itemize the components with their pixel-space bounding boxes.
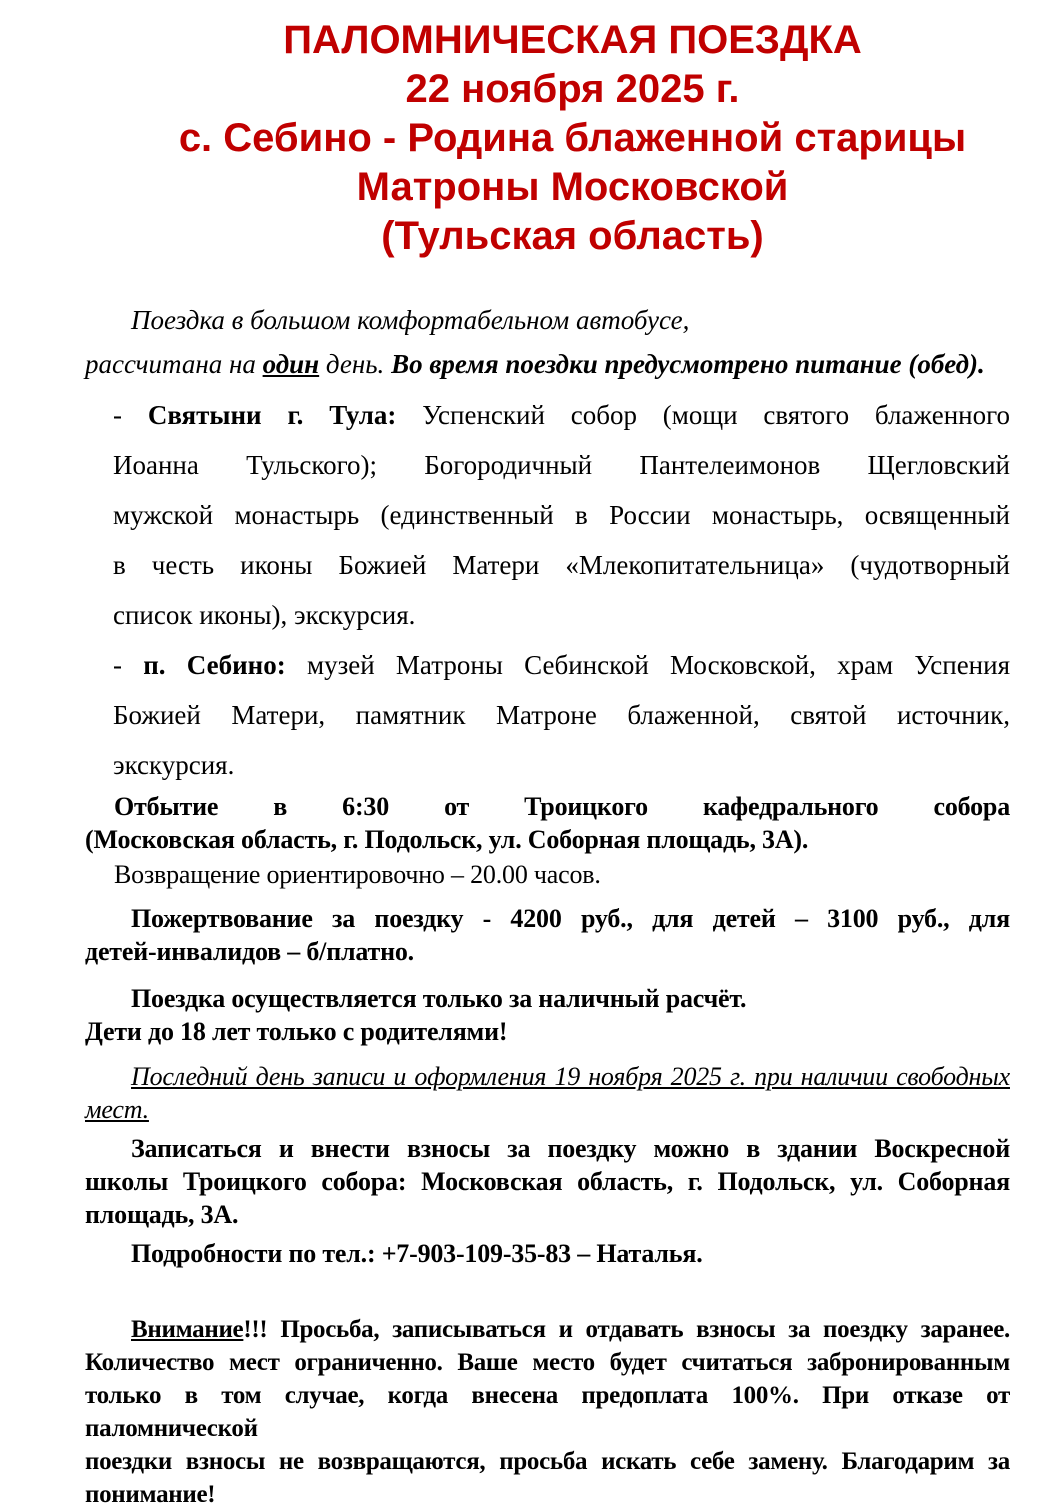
attention-underlined-word: Внимание (131, 1316, 244, 1343)
title-line-2: 22 ноября 2025 г. (405, 67, 740, 111)
bullet-tula-line-4: в честь иконы Божией Матери «Млекопитательница» (чудотворный (113, 550, 1010, 580)
title-line-1: ПАЛОМНИЧЕСКАЯ ПОЕЗДКА (283, 18, 862, 62)
intro-text-mid: день. (325, 349, 385, 379)
signup-line-1: Записаться и внести взносы за поездку можно в здании Воскресной (131, 1134, 1010, 1163)
deadline-line-1: Последний день записи и оформления 19 ноября 2025 г. при наличии свободных (131, 1062, 1010, 1091)
intro-paragraph (85, 298, 1010, 386)
attention-line-2: Количество мест ограниченно. Ваше место будет считаться забронированным (85, 1349, 1010, 1376)
signup-line-3: площадь, 3А. (85, 1200, 239, 1229)
intro-text-pre: рассчитана на (85, 349, 256, 379)
intro-meals-note: Во время поездки предусмотрено питание (обед). (391, 349, 985, 379)
bullet-sebino-paragraph (113, 640, 1010, 790)
departure-line-1: Отбытие в 6:30 от Троицкого кафедрального собора (114, 792, 1010, 821)
departure-line-2: (Московская область, г. Подольск, ул. Соборная площадь, 3А). (85, 825, 809, 854)
donation-line-2: детей-инвалидов – б/платно. (85, 937, 414, 966)
bullet-dash: - (113, 650, 122, 680)
bullet-tula-label: Святыни г. Тула: (147, 400, 397, 430)
cash-rules-paragraph (85, 982, 1010, 1048)
deadline-paragraph (85, 1060, 1010, 1126)
departure-paragraph (85, 790, 1010, 856)
bullet-tula-line-1 (113, 390, 1010, 440)
bullet-tula-line-5: список иконы), экскурсия. (113, 600, 416, 630)
intro-line-2 (85, 342, 1010, 386)
children-rule: Дети до 18 лет только с родителями! (85, 1017, 508, 1046)
title-line-4: Матроны Московской (356, 165, 789, 209)
signup-line-2: школы Троицкого собора: Московская область, г. Подольск, ул. Соборная (85, 1167, 1010, 1196)
title-block (110, 16, 1035, 261)
return-info: Возвращение ориентировочно – 20.00 часов. (114, 860, 601, 889)
cash-only-note: Поездка осуществляется только за наличный расчёт. (131, 984, 747, 1013)
attention-line-5: понимание! (85, 1481, 216, 1508)
signup-paragraph (85, 1132, 1010, 1231)
attention-exclamations: !!! (243, 1316, 268, 1343)
bullet-sebino-line-2: Божией Матери, памятник Матроне блаженной, святой источник, (113, 700, 1010, 730)
attention-paragraph (85, 1313, 1010, 1511)
bullet-tula-paragraph (113, 390, 1010, 640)
intro-line-1: Поездка в большом комфортабельном автобусе, (131, 305, 690, 335)
bullet-sebino-label: п. Себино: (143, 650, 286, 680)
donation-line-1: Пожертвование за поездку - 4200 руб., для детей – 3100 руб., для (131, 904, 1010, 933)
contact-phone-line: Подробности по тел.: +7-903-109-35-83 – Наталья. (131, 1239, 703, 1268)
attention-line-3: только в том случае, когда внесена предоплата 100%. При отказе от паломнической (85, 1382, 1010, 1442)
attention-line-4: поездки взносы не возвращаются, просьба искать себе замену. Благодарим за (85, 1448, 1010, 1475)
title-line-5: (Тульская область) (381, 214, 764, 258)
intro-emphasis-one-day: один (262, 349, 320, 379)
bullet-sebino-line-3: экскурсия. (113, 750, 235, 780)
bullet-tula-line-3: мужской монастырь (единственный в России монастырь, освященный (113, 500, 1010, 530)
attention-line-1 (85, 1313, 1010, 1346)
title-line-3: с. Себино - Родина блаженной старицы (178, 116, 967, 160)
bullet-sebino-line-1 (113, 640, 1010, 690)
bullet-dash: - (113, 400, 122, 430)
bullet-sebino-line-1-text: музей Матроны Себинской Московской, храм Успения (306, 650, 1010, 680)
bullet-tula-line-1-text: Успенский собор (мощи святого блаженного (422, 400, 1010, 430)
donation-paragraph (85, 902, 1010, 968)
attention-line-1-text: Просьба, записываться и отдавать взносы за поездку заранее. (280, 1316, 1011, 1343)
bullet-tula-line-2: Иоанна Тульского); Богородичный Пантелеимонов Щегловский (113, 450, 1010, 480)
deadline-line-2: мест. (85, 1095, 149, 1124)
